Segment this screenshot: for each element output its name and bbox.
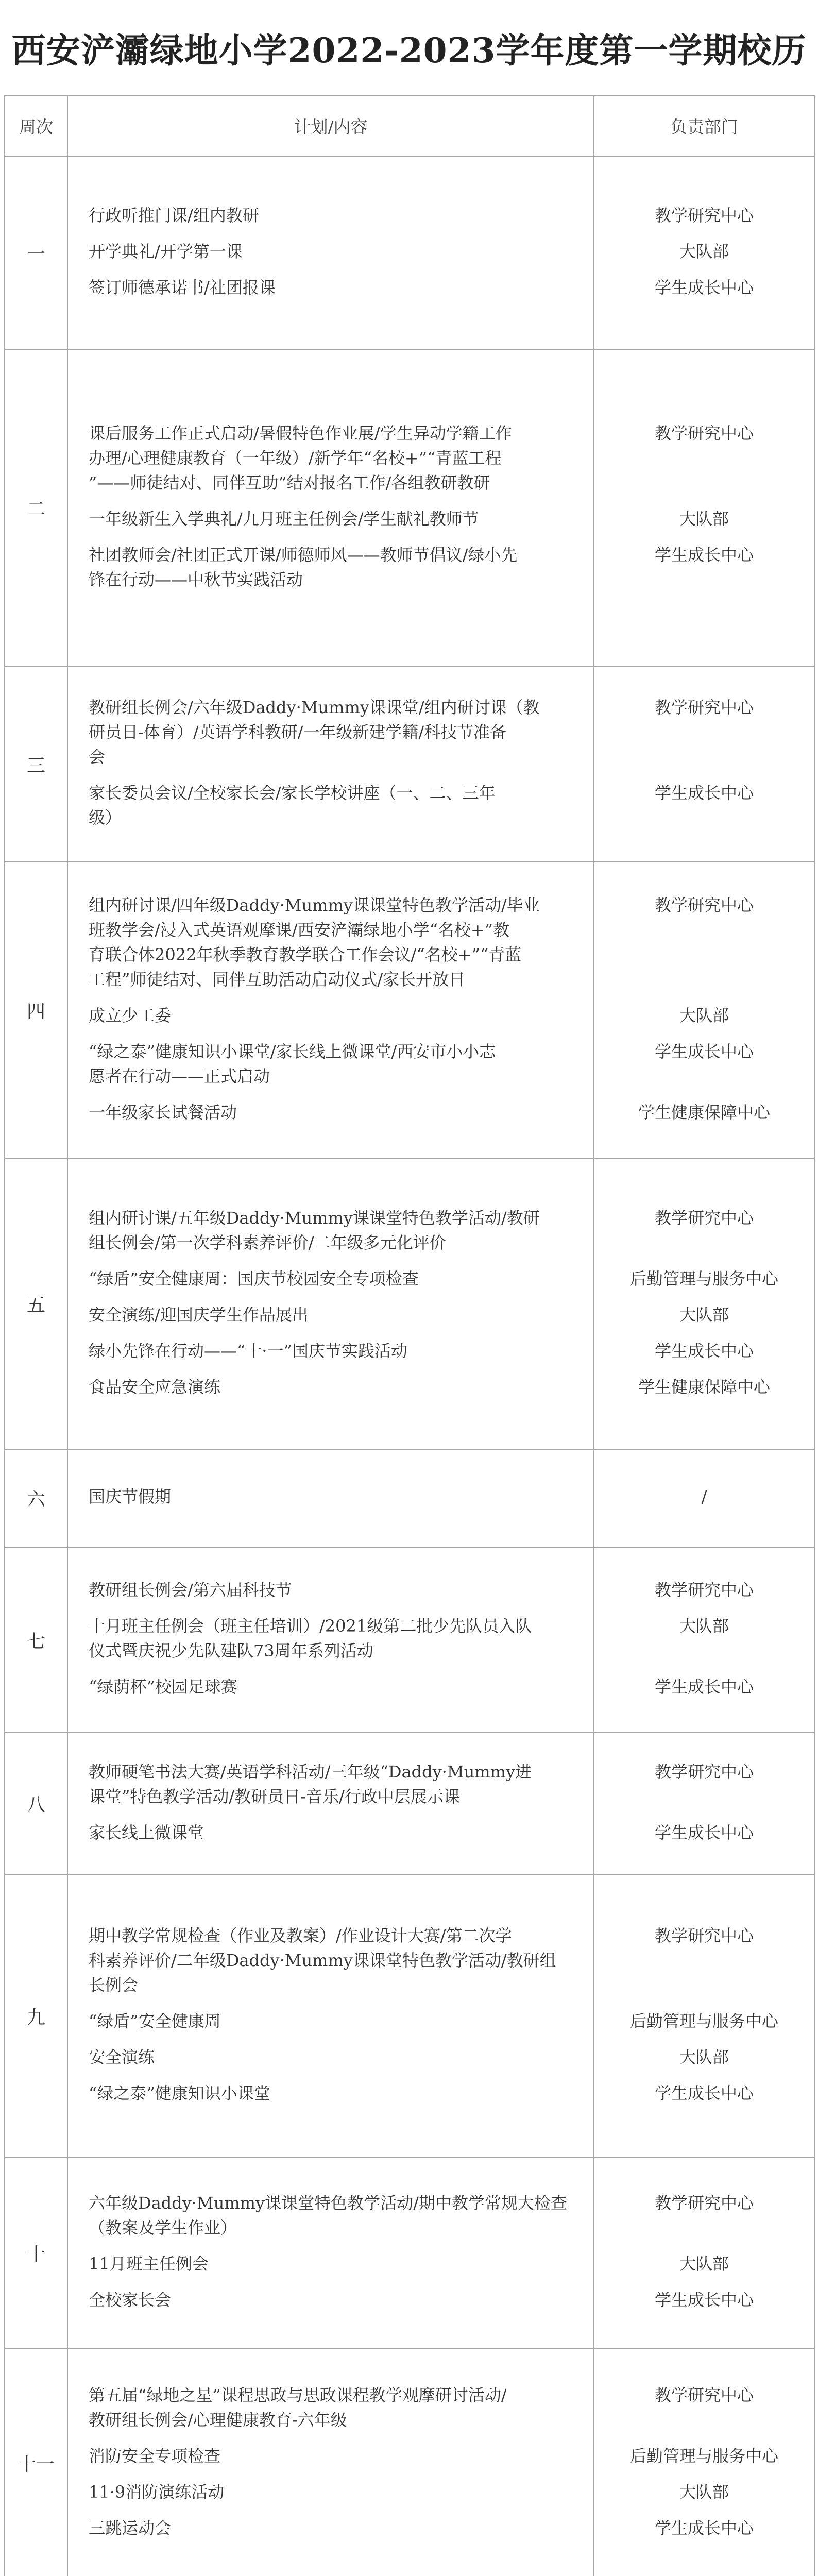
dept-cell — [594, 349, 814, 666]
dept-item — [594, 1670, 814, 1706]
plan-item — [68, 1298, 593, 1334]
dept-item — [594, 776, 814, 837]
dept-text: 教学研究中心 — [654, 895, 754, 915]
plan-text: “绿盾”安全健康周：国庆节校园安全专项检查 — [89, 1268, 419, 1289]
plan-item — [68, 691, 593, 776]
dept-item — [594, 1609, 814, 1670]
dept-item — [594, 2187, 814, 2247]
plan-text: 家长线上微课堂 — [89, 1822, 204, 1842]
week-row — [5, 1158, 814, 1449]
dept-text: 学生健康保障中心 — [638, 1102, 770, 1122]
plan-cell — [67, 349, 594, 666]
week-row — [5, 666, 814, 862]
plan-item — [68, 1096, 593, 1132]
plan-text: 社团教师会/社团正式开课/师德师风——教师节倡议/绿小先 — [89, 545, 518, 565]
plan-text: 级） — [89, 808, 122, 827]
dept-text: 后勤管理与服务中心 — [629, 1268, 778, 1289]
dept-text: 教学研究中心 — [654, 423, 754, 443]
plan-text: 锋在行动——中秋节实践活动 — [89, 569, 303, 589]
dept-spacer — [600, 918, 809, 942]
week-row — [5, 862, 814, 1158]
week-row — [5, 349, 814, 666]
plan-item — [68, 1262, 593, 1298]
dept-spacer — [600, 2408, 809, 2432]
dept-text: 大队部 — [679, 509, 729, 529]
dept-item — [594, 2041, 814, 2077]
dept-text: 后勤管理与服务中心 — [629, 2011, 778, 2031]
dept-item — [594, 2512, 814, 2548]
plan-text: 成立少工委 — [89, 1005, 172, 1025]
week-number: 十 — [5, 2158, 67, 2348]
dept-text: 大队部 — [679, 1304, 729, 1325]
dept-item — [594, 999, 814, 1035]
week-row — [5, 1874, 814, 2158]
dept-cell — [594, 2158, 814, 2348]
plan-item — [68, 199, 593, 235]
dept-item — [594, 235, 814, 271]
dept-text: 学生成长中心 — [654, 1041, 754, 1061]
plan-item — [68, 1609, 593, 1670]
dept-spacer — [600, 1973, 809, 1997]
dept-text: 大队部 — [679, 2482, 729, 2502]
week-row — [5, 2158, 814, 2348]
dept-item — [594, 417, 814, 502]
dept-text: 学生成长中心 — [654, 1341, 754, 1361]
dept-spacer — [600, 446, 809, 470]
header-dept: 负责部门 — [594, 96, 814, 156]
plan-item — [68, 1573, 593, 1609]
dept-text: 大队部 — [679, 2047, 729, 2067]
dept-text: 学生成长中心 — [654, 1677, 754, 1697]
dept-text: 大队部 — [679, 1616, 729, 1636]
dept-text: 学生成长中心 — [654, 783, 754, 803]
dept-spacer — [600, 805, 809, 830]
plan-text: 教师硬笔书法大赛/英语学科活动/三年级“Daddy·Mummy进 — [89, 1761, 532, 1782]
dept-spacer — [600, 2215, 809, 2240]
dept-item — [594, 1755, 814, 1816]
plan-text: “绿之泰”健康知识小课堂 — [89, 2083, 270, 2103]
dept-text: 学生健康保障中心 — [638, 1377, 770, 1397]
dept-text: 学生成长中心 — [654, 1822, 754, 1842]
dept-item — [594, 1480, 814, 1516]
plan-text: 仪式暨庆祝少先队建队73周年系列活动 — [89, 1641, 373, 1660]
plan-cell — [67, 1158, 594, 1449]
dept-spacer — [600, 967, 809, 992]
dept-item — [594, 199, 814, 235]
plan-item — [68, 1370, 593, 1406]
week-row — [5, 2348, 814, 2576]
dept-text: 教学研究中心 — [654, 205, 754, 225]
dept-text: 学生成长中心 — [654, 2083, 754, 2103]
dept-text: 学生成长中心 — [654, 2290, 754, 2310]
plan-item — [68, 2247, 593, 2283]
dept-spacer — [600, 720, 809, 744]
plan-item — [68, 2379, 593, 2439]
plan-text: 会 — [89, 747, 106, 767]
dept-item — [594, 2476, 814, 2512]
dept-item — [594, 538, 814, 599]
dept-spacer — [600, 1230, 809, 1255]
plan-item — [68, 1670, 593, 1706]
plan-text: 愿者在行动——正式启动 — [89, 1066, 270, 1086]
plan-item — [68, 1480, 593, 1516]
plan-text: 长例会 — [89, 1975, 139, 1995]
plan-item — [68, 538, 593, 599]
plan-text: ”——师徒结对、同伴互助”结对报名工作/各组教研教研 — [89, 472, 490, 493]
plan-text: 一年级家长试餐活动 — [89, 1102, 237, 1122]
dept-spacer — [600, 1784, 809, 1809]
dept-text: 教学研究中心 — [654, 698, 754, 717]
plan-text: （教案及学生作业） — [89, 2218, 237, 2238]
plan-text: “绿之泰”健康知识小课堂/家长线上微课堂/西安市小小志 — [89, 1041, 496, 1061]
plan-text: 行政听推门课/组内教研 — [89, 205, 259, 225]
plan-text: 安全演练 — [89, 2047, 155, 2067]
dept-item — [594, 1096, 814, 1132]
week-row — [5, 1547, 814, 1733]
dept-spacer — [600, 470, 809, 495]
plan-item — [68, 235, 593, 271]
plan-item — [68, 1035, 593, 1096]
plan-text: 全校家长会 — [89, 2290, 172, 2310]
plan-text: 国庆节假期 — [89, 1487, 172, 1506]
plan-item — [68, 1201, 593, 1262]
calendar-table — [4, 95, 815, 2576]
plan-item — [68, 2005, 593, 2041]
dept-text: 学生成长中心 — [654, 2518, 754, 2538]
plan-text: 绿小先锋在行动——“十·一”国庆节实践活动 — [89, 1341, 407, 1361]
plan-cell — [67, 1449, 594, 1547]
dept-text: 教学研究中心 — [654, 2385, 754, 2405]
dept-item — [594, 1573, 814, 1609]
dept-text: / — [701, 1487, 707, 1506]
dept-spacer — [600, 1948, 809, 1973]
dept-spacer — [600, 567, 809, 592]
dept-item — [594, 691, 814, 776]
dept-cell — [594, 1733, 814, 1874]
header-plan: 计划/内容 — [67, 96, 594, 156]
week-number: 二 — [5, 349, 67, 666]
dept-cell — [594, 1874, 814, 2158]
plan-text: 一年级新生入学典礼/九月班主任例会/学生献礼教师节 — [89, 509, 479, 529]
dept-item — [594, 889, 814, 999]
plan-item — [68, 776, 593, 837]
week-row — [5, 1449, 814, 1547]
plan-item — [68, 271, 593, 307]
week-number: 五 — [5, 1158, 67, 1449]
plan-cell — [67, 1874, 594, 2158]
dept-spacer — [600, 1638, 809, 1663]
plan-item — [68, 502, 593, 538]
plan-text: 十月班主任例会（班主任培训）/2021级第二批少先队员入队 — [89, 1616, 532, 1636]
plan-text: 食品安全应急演练 — [89, 1377, 221, 1397]
dept-text: 学生成长中心 — [654, 545, 754, 565]
plan-item — [68, 1755, 593, 1816]
dept-cell — [594, 666, 814, 862]
dept-text: 教学研究中心 — [654, 1926, 754, 1945]
plan-item — [68, 2077, 593, 2113]
plan-text: 第五届“绿地之星”课程思政与思政课程教学观摩研讨活动/ — [89, 2385, 507, 2405]
week-number: 十一 — [5, 2348, 67, 2576]
plan-item — [68, 1334, 593, 1370]
plan-text: 办理/心理健康教育（一年级）/新学年“名校+”“青蓝工程 — [89, 448, 502, 468]
plan-cell — [67, 862, 594, 1158]
dept-item — [594, 2077, 814, 2113]
plan-text: 11月班主任例会 — [89, 2254, 209, 2274]
plan-item — [68, 2041, 593, 2077]
plan-item — [68, 1919, 593, 2005]
plan-cell — [67, 666, 594, 862]
dept-item — [594, 2439, 814, 2476]
header-week: 周次 — [5, 96, 67, 156]
dept-item — [594, 1816, 814, 1852]
plan-cell — [67, 1547, 594, 1733]
plan-text: 工程”师徒结对、同伴互助活动启动仪式/家长开放日 — [89, 969, 466, 989]
plan-text: 研员日-体育）/英语学科教研/一年级新建学籍/科技节准备 — [89, 722, 507, 742]
dept-item — [594, 502, 814, 538]
plan-text: 安全演练/迎国庆学生作品展出 — [89, 1304, 309, 1325]
week-number: 九 — [5, 1874, 67, 2158]
dept-cell — [594, 1547, 814, 1733]
plan-text: 11·9消防演练活动 — [89, 2482, 225, 2502]
dept-item — [594, 1035, 814, 1096]
dept-cell — [594, 862, 814, 1158]
plan-cell — [67, 1733, 594, 1874]
dept-spacer — [600, 1064, 809, 1089]
dept-text: 大队部 — [679, 1005, 729, 1025]
dept-text: 学生成长中心 — [654, 277, 754, 297]
plan-text: 教研组长例会/第六届科技节 — [89, 1580, 292, 1600]
plan-text: 开学典礼/开学第一课 — [89, 241, 243, 261]
plan-text: 教研组长例会/六年级Daddy·Mummy课课堂/组内研讨课（教 — [89, 698, 540, 717]
plan-text: 组长例会/第一次学科素养评价/二年级多元化评价 — [89, 1232, 446, 1252]
calendar-body — [5, 96, 814, 2576]
dept-item — [594, 1919, 814, 2005]
plan-cell — [67, 156, 594, 349]
plan-text: 签订师德承诺书/社团报课 — [89, 277, 276, 297]
dept-text: 教学研究中心 — [654, 1580, 754, 1600]
week-row — [5, 1733, 814, 1874]
dept-item — [594, 2005, 814, 2041]
dept-cell — [594, 2348, 814, 2576]
dept-cell — [594, 1158, 814, 1449]
plan-cell — [67, 2348, 594, 2576]
dept-spacer — [600, 744, 809, 769]
dept-item — [594, 1262, 814, 1298]
plan-text: 课后服务工作正式启动/暑假特色作业展/学生异动学籍工作 — [89, 423, 512, 443]
dept-text: 教学研究中心 — [654, 2193, 754, 2213]
plan-text: “绿盾”安全健康周 — [89, 2011, 221, 2031]
plan-text: 科素养评价/二年级Daddy·Mummy课课堂特色教学活动/教研组 — [89, 1951, 556, 1970]
plan-text: 组内研讨课/四年级Daddy·Mummy课课堂特色教学活动/毕业 — [89, 895, 540, 915]
plan-text: “绿荫杯”校园足球赛 — [89, 1677, 237, 1697]
page-title: 西安浐灞绿地小学2022-2023学年度第一学期校历 — [11, 30, 807, 71]
plan-item — [68, 2439, 593, 2476]
dept-cell — [594, 1449, 814, 1547]
plan-item — [68, 2476, 593, 2512]
plan-text: 教研组长例会/心理健康教育-六年级 — [89, 2410, 347, 2430]
dept-item — [594, 1334, 814, 1370]
plan-item — [68, 999, 593, 1035]
week-number: 七 — [5, 1547, 67, 1733]
plan-text: 三跳运动会 — [89, 2518, 172, 2538]
plan-item — [68, 1816, 593, 1852]
plan-item — [68, 2512, 593, 2548]
plan-text: 家长委员会议/全校家长会/家长学校讲座（一、二、三年 — [89, 783, 496, 803]
week-number: 八 — [5, 1733, 67, 1874]
dept-spacer — [600, 942, 809, 967]
plan-text: 组内研讨课/五年级Daddy·Mummy课课堂特色教学活动/教研 — [89, 1208, 540, 1228]
dept-item — [594, 1370, 814, 1406]
dept-item — [594, 2283, 814, 2319]
dept-item — [594, 1298, 814, 1334]
week-number: 四 — [5, 862, 67, 1158]
plan-text: 课堂”特色教学活动/教研员日-音乐/行政中层展示课 — [89, 1786, 460, 1806]
plan-cell — [67, 2158, 594, 2348]
week-row — [5, 156, 814, 349]
plan-item — [68, 417, 593, 502]
plan-text: 期中教学常规检查（作业及教案）/作业设计大赛/第二次学 — [89, 1926, 512, 1945]
dept-text: 教学研究中心 — [654, 1761, 754, 1782]
plan-text: 六年级Daddy·Mummy课课堂特色教学活动/期中教学常规大检查 — [89, 2193, 567, 2213]
plan-text: 消防安全专项检查 — [89, 2446, 221, 2466]
header-row — [5, 96, 814, 156]
dept-text: 大队部 — [679, 241, 729, 261]
dept-text: 大队部 — [679, 2254, 729, 2274]
week-number: 三 — [5, 666, 67, 862]
dept-text: 教学研究中心 — [654, 1208, 754, 1228]
plan-text: 班教学会/浸入式英语观摩课/西安浐灞绿地小学“名校+”教 — [89, 920, 510, 940]
plan-text: 育联合体2022年秋季教育教学联合工作会议/“名校+”“青蓝 — [89, 944, 522, 964]
dept-item — [594, 271, 814, 307]
dept-text: 后勤管理与服务中心 — [629, 2446, 778, 2466]
week-number: 一 — [5, 156, 67, 349]
plan-item — [68, 889, 593, 999]
dept-item — [594, 1201, 814, 1262]
plan-item — [68, 2187, 593, 2247]
dept-item — [594, 2379, 814, 2439]
dept-cell — [594, 156, 814, 349]
dept-item — [594, 2247, 814, 2283]
plan-item — [68, 2283, 593, 2319]
week-number: 六 — [5, 1449, 67, 1547]
